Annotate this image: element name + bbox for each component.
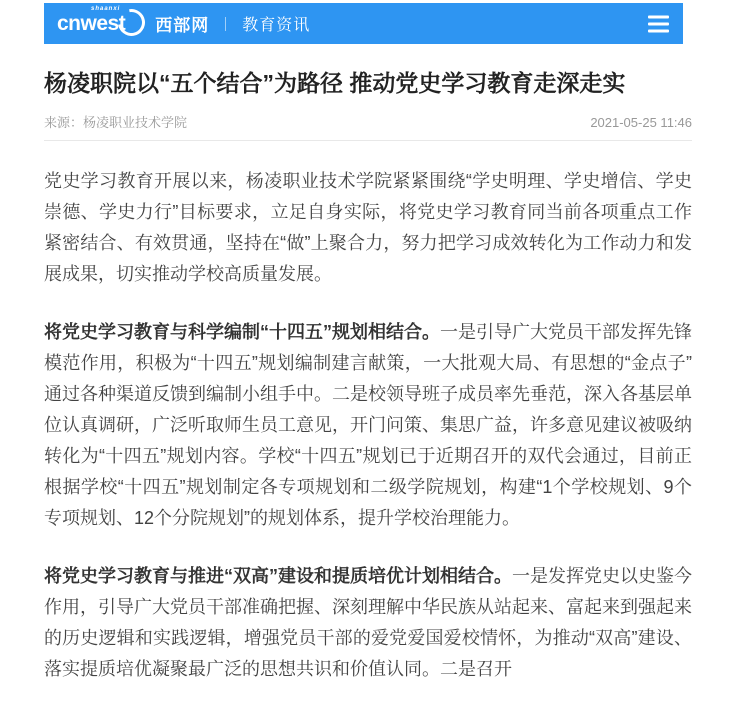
logo-superscript: shaanxi — [91, 6, 121, 12]
paragraph — [44, 166, 692, 290]
page — [0, 3, 738, 710]
menu-bar — [648, 29, 669, 32]
hamburger-menu-icon[interactable] — [646, 13, 671, 34]
logo-en-text: cnwest — [57, 12, 126, 35]
site-header — [44, 3, 683, 44]
menu-bar — [648, 15, 669, 18]
paragraph-text: 党史学习教育开展以来，杨凌职业技术学院紧紧围绕“学史明理、学史增信、学史崇德、学史力行”目标要求，立足自身实际，将党史学习教育同当前各项重点工作紧密结合、有效贯通，坚持在“做”上聚合力，努力把学习成效转化为工作动力和发展成果，切实推动学校高质量发展。 — [44, 171, 692, 284]
logo-cn-text: 西部网 — [155, 16, 210, 35]
menu-bar — [648, 22, 669, 25]
paragraph-lead: 将党史学习教育与科学编制“十四五”规划相结合。 — [44, 322, 440, 342]
article-meta — [44, 112, 692, 131]
article-source: 来源：杨凌职业技术学院 — [44, 115, 188, 130]
site-logo[interactable] — [57, 6, 210, 36]
meta-divider — [44, 140, 692, 141]
paragraph-text: 一是发挥党史以史鉴今作用，引导广大党员干部准确把握、深刻理解中华民族从站起来、富起来到强起来的历史逻辑和实践逻辑，增强党员干部的爱党爱国爱校情怀，为推动“双高”建设、落实提质培优凝聚最广泛的思想共识和价值认同。二是召开 — [44, 566, 692, 679]
paragraph-lead: 将党史学习教育与推进“双高”建设和提质培优计划相结合。 — [44, 566, 512, 586]
article-container — [44, 68, 692, 685]
paragraph — [44, 317, 692, 534]
paragraph-text: 一是引导广大党员干部发挥先锋模范作用，积极为“十四五”规划编制建言献策，一大批观大局、有思想的“金点子”通过各种渠道反馈到编制小组手中。二是校领导班子成员率先垂范，深入各基层单位认真调研，广泛听取师生员工意见，开门问策、集思广益，许多意见建议被吸纳转化为“十四五”规划内容。学校“十四五”规划已于近期召开的双代会通过，目前正根据学校“十四五”规划制定各专项规划和二级学院规划，构建“1个学校规划、9个专项规划、12个分院规划”的规划体系，提升学校治理能力。 — [44, 322, 692, 528]
header-divider — [225, 17, 226, 31]
logo-cnwest — [57, 6, 141, 35]
article-title: 杨凌职院以“五个结合”为路径 推动党史学习教育走深走实 — [44, 70, 626, 96]
article-body — [44, 166, 692, 685]
section-title[interactable]: 教育资讯 — [242, 17, 311, 34]
paragraph — [44, 561, 692, 685]
article-date: 2021-05-25 11:46 — [590, 115, 692, 130]
